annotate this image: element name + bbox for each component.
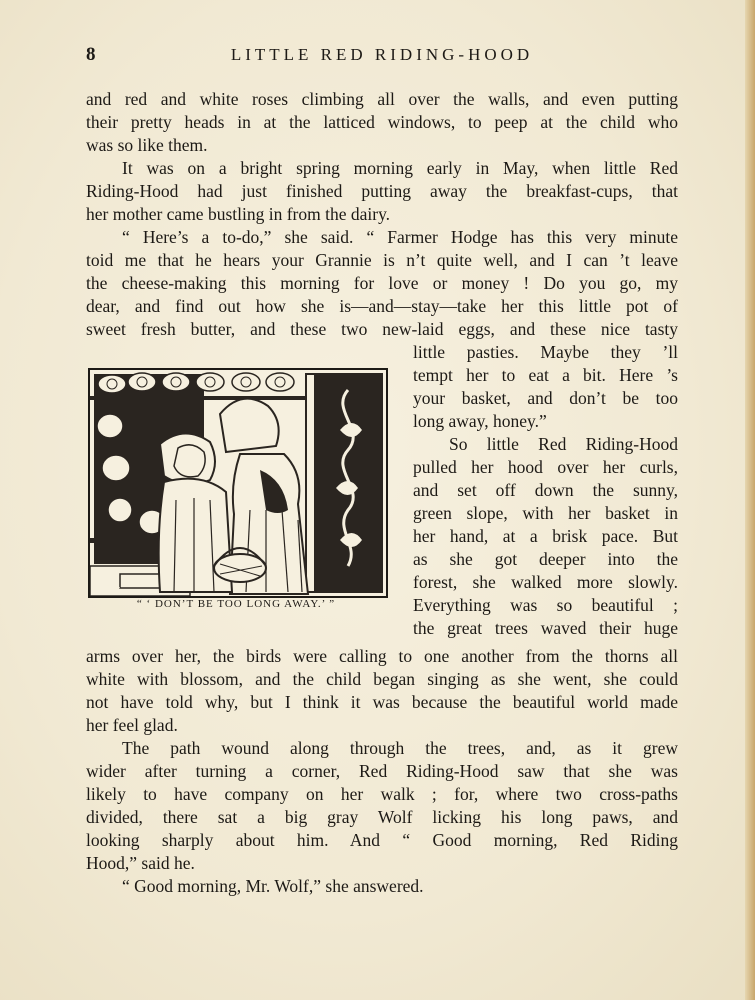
text-line: The path wound along through the trees, and, as it grew [122, 738, 678, 758]
text-line: Riding-Hood had just finished putting away the breakfast-cups, that [86, 181, 678, 201]
illustration [88, 368, 388, 598]
text-line: not have told why, but I think it was because the beautiful world made [86, 692, 678, 712]
running-header [86, 44, 678, 70]
text-line: looking sharply about him. And “ Good morning, Red Riding [86, 830, 678, 850]
text-line: likely to have company on her walk ; for, where two cross-paths [86, 784, 678, 804]
text-line: green slope, with her basket in [413, 503, 678, 523]
text-line: dear, and find out how she is—and—stay—take her this little pot of [86, 296, 678, 316]
text-line: little pasties. Maybe they ’ll [413, 342, 678, 362]
illustration-drawing [90, 370, 386, 596]
text-line: long away, honey.” [413, 411, 547, 431]
text-line: toid me that he hears your Grannie is n’t quite well, and I can ’t leave [86, 250, 678, 270]
page-edge [745, 0, 755, 1000]
text-line: “ Here’s a to-do,” she said. “ Farmer Hodge has this very minute [122, 227, 678, 247]
text-block-top [86, 88, 678, 341]
illustration-caption: “ ‘ DON’T BE TOO LONG AWAY.’ ” [136, 598, 336, 610]
text-line: as she got deeper into the [413, 549, 678, 569]
text-line: Everything was so beautiful ; [413, 595, 678, 615]
text-line: and red and white roses climbing all over the walls, and even putting [86, 89, 678, 109]
text-line: the cheese-making this morning for love or money ! Do you go, my [86, 273, 678, 293]
text-line: white with blossom, and the child began singing as she went, she could [86, 669, 678, 689]
running-title: LITTLE RED RIDING-HOOD [230, 45, 534, 64]
text-line: arms over her, the birds were calling to one another from the thorns all [86, 646, 678, 666]
text-line: tempt her to eat a bit. Here ’s [413, 365, 678, 385]
text-line: It was on a bright spring morning early in May, when little Red [122, 158, 678, 178]
text-line: your basket, and don’t be too [413, 388, 678, 408]
text-line: their pretty heads in at the latticed windows, to peep at the child who [86, 112, 678, 132]
text-line: and set off down the sunny, [413, 480, 678, 500]
text-line: was so like them. [86, 135, 208, 155]
text-line: wider after turning a corner, Red Riding-Hood saw that she was [86, 761, 678, 781]
text-line: her feel glad. [86, 715, 178, 735]
text-line: divided, there sat a big gray Wolf licking his long paws, and [86, 807, 678, 827]
illustration-monogram: W.H.A. [96, 581, 121, 590]
text-line: “ Good morning, Mr. Wolf,” she answered. [122, 876, 424, 896]
page-number: 8 [86, 44, 96, 65]
text-line: sweet fresh butter, and these two new-laid eggs, and these nice tasty [86, 319, 678, 339]
text-line: So little Red Riding-Hood [449, 434, 678, 454]
text-line: Hood,” said he. [86, 853, 195, 873]
text-line: her hand, at a brisk pace. But [413, 526, 678, 546]
text-line: the great trees waved their huge [413, 618, 678, 638]
text-block-bottom [86, 645, 678, 898]
text-line: pulled her hood over her curls, [413, 457, 678, 477]
text-line: her mother came bustling in from the dairy. [86, 204, 391, 224]
text-line: forest, she walked more slowly. [413, 572, 678, 592]
